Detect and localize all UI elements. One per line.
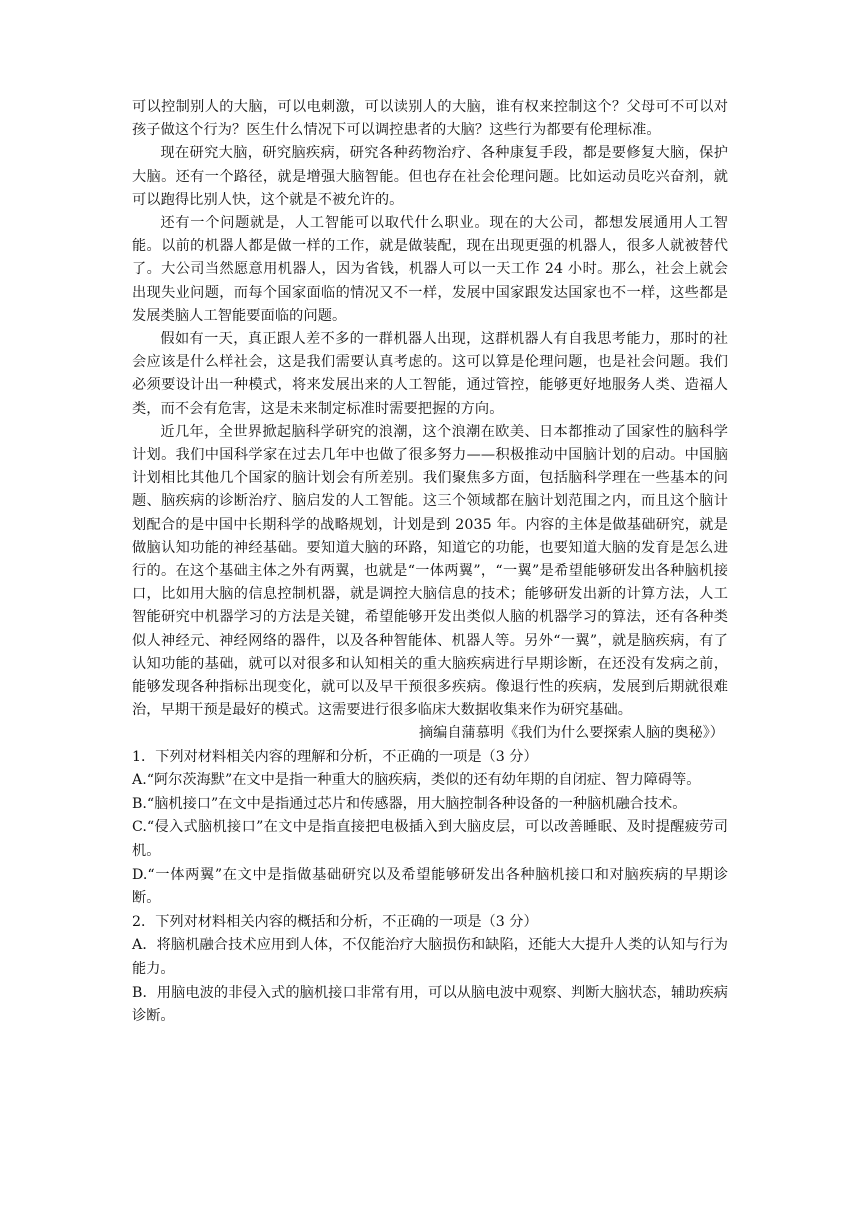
article-paragraph: 近几年，全世界掀起脑科学研究的浪潮，这个浪潮在欧美、日本都推动了国家性的脑科学计划。我们中国科学家在过去几年中也做了很多努力——积极推动中国脑计划的启动。中国脑计划相比其他几个国家的脑计划会有所差别。我们聚焦多方面，包括脑科学理在一些基本的问题、脑疾病的诊断治疗、脑启发的人工智能。这三个领域都在脑计划范围之内，而且这个脑计划配合的是中国中长期科学的战略规划，计划是到 2035 年。内容的主体是做基础研究，就是做脑认知功能的神经基础。要知道大脑的环路，知道它的功能，也要知道大脑的发育是怎么进行的。在这个基础主体之外有两翼，也就是“一体两翼”，“一翼”是希望能够研发出各种脑机接口，比如用大脑的信息控制机器，就是调控大脑信息的技术；能够研发出新的计算方法，人工智能研究中机器学习的方法是关键，希望能够开发出类似人脑的机器学习的算法，还有各种类似人神经元、神经网络的器件，以及各种智能体、机器人等。另外“一翼”，就是脑疾病，有了认知功能的基础，就可以对很多和认知相关的重大脑疾病进行早期诊断，在还没有发病之前，能够发现各种指标出现变化，就可以及早干预很多疾病。像退行性的疾病，发展到后期就很难治，早期干预是最好的模式。这需要进行很多临床大数据收集来作为研究基础。 <box>132 423 728 719</box>
question-option: C.“侵入式脑机接口”在文中是指直接把电极插入到大脑皮层，可以改善睡眠、及时提醒疲劳司机。 <box>132 819 728 860</box>
question-option: A.“阿尔茨海默”在文中是指一种重大的脑疾病，类似的还有幼年期的自闭症、智力障碍等。 <box>132 772 701 789</box>
document-page <box>132 96 728 1029</box>
question-option: D.“一体两翼”在文中是指做基础研究以及希望能够研发出各种脑机接口和对脑疾病的早期诊断。 <box>132 866 728 907</box>
article-paragraph: 还有一个问题就是，人工智能可以取代什么职业。现在的大公司，都想发展通用人工智能。以前的机器人都是做一样的工作，就是做装配，现在出现更强的机器人，很多人就被替代了。大公司当然愿意用机器人，因为省钱，机器人可以一天工作 24 小时。那么，社会上就会出现失业问题，而每个国家面临的情况又不一样，发展中国家跟发达国家也不一样，这些都是发展类脑人工智能要面临的问题。 <box>132 215 728 324</box>
question-option: A．将脑机融合技术应用到人体，不仅能治疗大脑损伤和缺陷，还能大大提升人类的认知与行为能力。 <box>132 937 728 978</box>
question-option: B．用脑电波的非侵入式的脑机接口非常有用，可以从脑电波中观察、判断大脑状态，辅助疾病诊断。 <box>132 984 728 1025</box>
article-paragraph: 可以控制别人的大脑，可以电刺激，可以读别人的大脑，谁有权来控制这个？父母可不可以对孩子做这个行为？医生什么情况下可以调控患者的大脑？这些行为都要有伦理标准。 <box>132 99 728 139</box>
question-block <box>132 746 728 911</box>
question-block <box>132 911 728 1029</box>
article-paragraph: 现在研究大脑，研究脑疾病，研究各种药物治疗、各种康复手段，都是要修复大脑，保护大脑。还有一个路径，就是增强大脑智能。但也存在社会伦理问题。比如运动员吃兴奋剂，就可以跑得比别人快，这个就是不被允许的。 <box>132 145 728 208</box>
article-paragraph: 假如有一天，真正跟人差不多的一群机器人出现，这群机器人有自我思考能力，那时的社会应该是什么样社会，这是我们需要认真考虑的。这可以算是伦理问题，也是社会问题。我们必须要设计出一种模式，将来发展出来的人工智能，通过管控，能够更好地服务人类、造福人类，而不会有危害，这是未来制定标准时需要把握的方向。 <box>132 331 728 417</box>
question-stem: 1．下列对材料相关内容的理解和分析，不正确的一项是（3 分） <box>132 748 538 765</box>
question-option: B.“脑机接口”在文中是指通过芯片和传感器，用大脑控制各种设备的一种脑机融合技术。 <box>132 795 687 812</box>
question-stem: 2．下列对材料相关内容的概括和分析，不正确的一项是（3 分） <box>132 913 538 930</box>
article-source: 摘编自蒲慕明《我们为什么要探索人脑的奥秘》） <box>418 725 724 742</box>
article-body <box>132 96 728 746</box>
